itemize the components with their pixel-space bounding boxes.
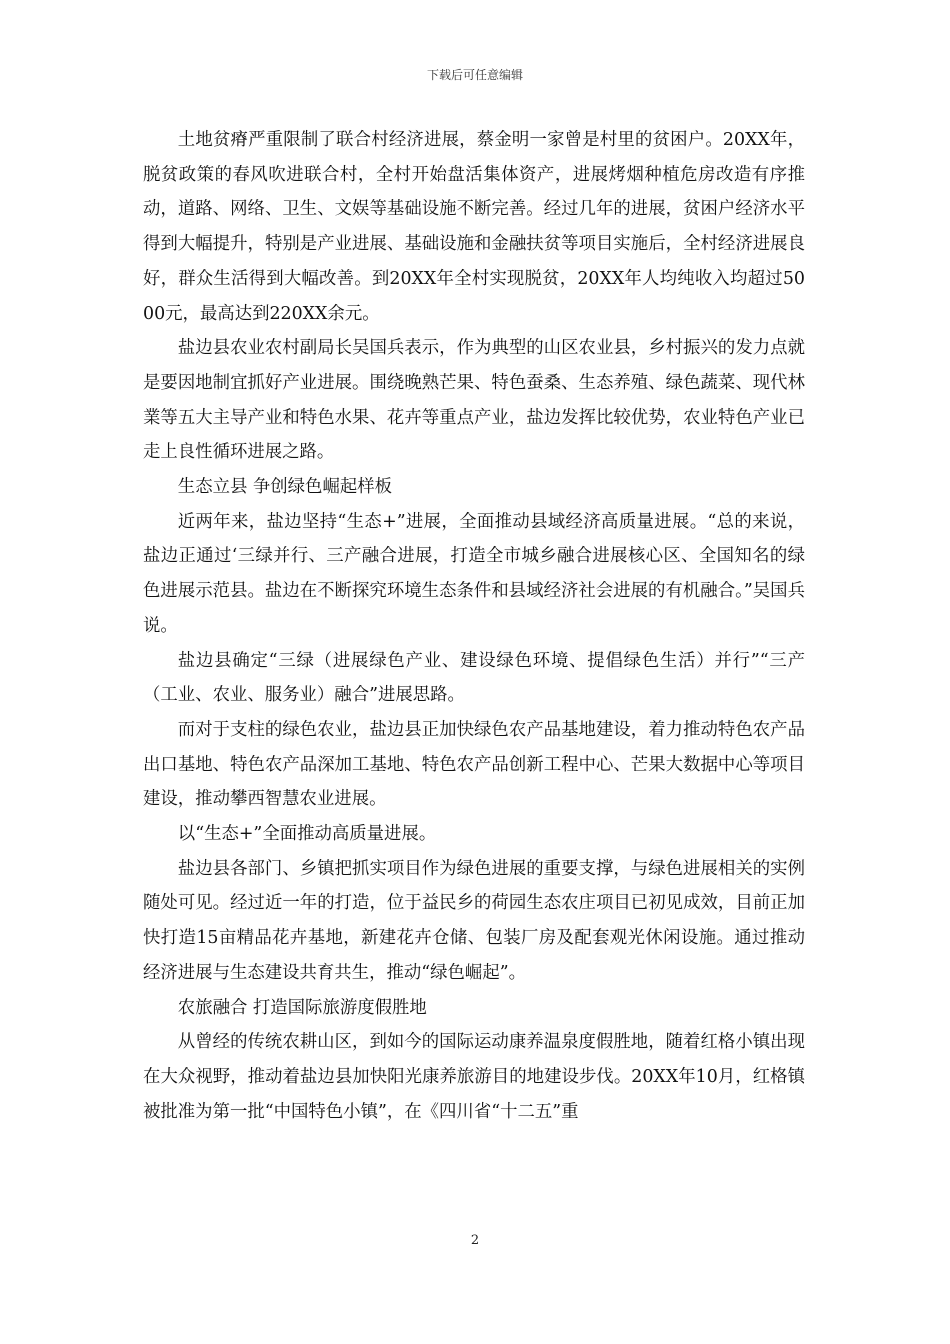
paragraph-7: 盐边县各部门、乡镇把抓实项目作为绿色进展的重要支撑，与绿色进展相关的实例随处可见。经过近一年的打造，位于益民乡的荷园生态农庄项目已初见成效，目前正加快打造15亩精品花卉基地，新建花卉仓储、包装厂房及配套观光休闲设施。通过推动经济进展与生态建设共育共生，推动“绿色崛起”。 (143, 858, 805, 983)
paragraph-5: 而对于支柱的绿色农业，盐边县正加快绿色农产品基地建设，着力推动特色农产品出口基地、特色农产品深加工基地、特色农产品创新工程中心、芒果大数据中心等项目建设，推动攀西智慧农业进展。 (143, 719, 805, 810)
page-number: 2 (470, 1233, 480, 1248)
section-heading-tourism: 农旅融合 打造国际旅游度假胜地 (177, 997, 427, 1018)
paragraph-1: 土地贫瘠严重限制了联合村经济进展，蔡金明一家曾是村里的贫困户。20XX年，脱贫政策的春风吹进联合村，全村开始盘活集体资产，进展烤烟种植危房改造有序推动，道路、网络、卫生、文娱等基础设施不断完善。经过几年的进展，贫困户经济水平得到大幅提升，特别是产业进展、基础设施和金融扶贫等项目实施后，全村经济进展良好，群众生活得到大幅改善。到20XX年全村实现脱贫，20XX年人均纯收入均超过5000元，最高达到220XX余元。 (143, 130, 805, 324)
paragraph-8: 从曾经的传统农耕山区，到如今的国际运动康养温泉度假胜地，随着红格小镇出现在大众视野，推动着盐边县加快阳光康养旅游目的地建设步伐。20XX年10月，红格镇被批准为第一批“中国特色小镇”，在《四川省“十二五”重 (143, 1032, 805, 1122)
page-header: 下载后可任意编辑 (426, 68, 523, 82)
paragraph-3: 近两年来，盐边坚持“生态+”进展，全面推动县域经济高质量进展。“总的来说，盐边正通过‘三绿并行、三产融合进展，打造全市城乡融合进展核心区、全国知名的绿色进展示范县。盐边在不断探究环境生态条件和县域经济社会进展的有机融合。”吴国兵说。 (143, 511, 805, 636)
paragraph-6: 以“生态+”全面推动高质量进展。 (177, 824, 437, 845)
section-heading-ecology: 生态立县 争创绿色崛起样板 (177, 477, 393, 498)
paragraph-4: 盐边县确定“三绿（进展绿色产业、建设绿色环境、提倡绿色生活）并行”“三产（工业、农业、服务业）融合”进展思路。 (143, 650, 805, 706)
paragraph-2: 盐边县农业农村副局长吴国兵表示，作为典型的山区农业县，乡村振兴的发力点就是要因地制宜抓好产业进展。围绕晚熟芒果、特色蚕桑、生态养殖、绿色蔬菜、现代林業等五大主导产业和特色水果、花卉等重点产业，盐边发挥比较优势，农业特色产业已走上良性循环进展之路。 (143, 338, 805, 463)
document-body (143, 123, 805, 1129)
